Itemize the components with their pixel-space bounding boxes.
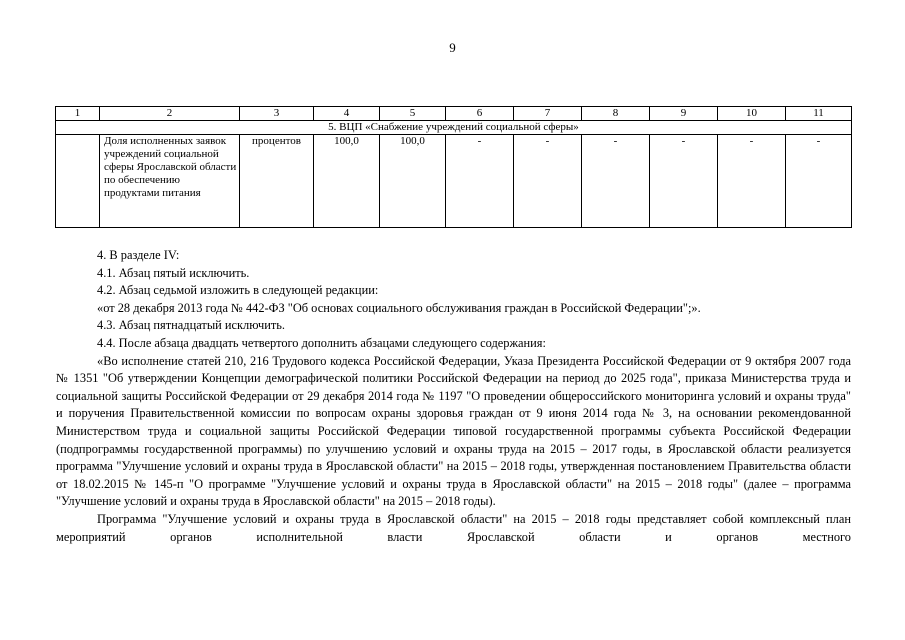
- column-number: 1: [56, 107, 100, 121]
- paragraph-item: 4.3. Абзац пятнадцатый исключить.: [97, 318, 286, 333]
- unit-cell: процентов: [240, 135, 314, 228]
- column-number: 11: [786, 107, 852, 121]
- column-number: 4: [314, 107, 380, 121]
- value-cell: 100,0: [380, 135, 446, 228]
- paragraph-quote: «от 28 декабря 2013 года № 442-ФЗ "Об основах социального обслуживания граждан в Российской Федерации";».: [97, 300, 701, 315]
- table-section-row: [56, 121, 852, 135]
- column-number: 7: [514, 107, 582, 121]
- indicator-name-cell: Доля исполненных заявок учреждений социальной сферы Ярославской области по обеспечению продуктами питания: [100, 135, 240, 228]
- column-number: 9: [650, 107, 718, 121]
- column-number: 5: [380, 107, 446, 121]
- paragraph-item: 4.1. Абзац пятый исключить.: [97, 265, 250, 280]
- indicators-table: [55, 106, 852, 228]
- value-cell: -: [650, 135, 718, 228]
- value-cell: -: [582, 135, 650, 228]
- table-header-row: [56, 107, 852, 121]
- column-number: 3: [240, 107, 314, 121]
- value-cell: 100,0: [314, 135, 380, 228]
- value-cell: -: [514, 135, 582, 228]
- document-body: [56, 247, 851, 546]
- paragraph-section-heading: 4. В разделе IV:: [97, 248, 180, 262]
- paragraph-item: 4.4. После абзаца двадцать четвертого дополнить абзацами следующего содержания:: [97, 335, 546, 350]
- row-number-cell: [56, 135, 100, 228]
- column-number: 10: [718, 107, 786, 121]
- column-number: 8: [582, 107, 650, 121]
- section-title: 5. ВЦП «Снабжение учреждений социальной сферы»: [56, 121, 852, 135]
- table-row: [56, 135, 852, 228]
- value-cell: -: [718, 135, 786, 228]
- value-cell: -: [786, 135, 852, 228]
- paragraph-item: 4.2. Абзац седьмой изложить в следующей редакции:: [97, 283, 379, 298]
- column-number: 2: [100, 107, 240, 121]
- column-number: 6: [446, 107, 514, 121]
- value-cell: -: [446, 135, 514, 228]
- page-number: 9: [449, 40, 456, 55]
- paragraph-inserted-text: «Во исполнение статей 210, 216 Трудового кодекса Российской Федерации, Указа Президента Российской Федерации от 9 октября 2007 года № 1351 "Об утверждении Концепции демографической политики Российской Федерации на период до 2025 года", приказа Министерства труда и социальной защиты Российской Федерации от 29 декабря 2014 года № 1197 "О проведении общероссийского мониторинга условий и охраны труда" и поручения Правительственной комиссии по вопросам охраны здоровья граждан от 9 июня 2014 года № 3, на основании рекомендованной Министерством труда и социальной защиты Российской Федерации типовой государственной программы субъекта Российской Федерации (подпрограммы государственной программы) по улучшению условий и охраны труда на 2015 – 2017 годы, в Ярославской области реализуется программа "Улучшение условий и охраны труда в Ярославской области" на 2015 – 2018 годы, утвержденная постановлением Правительства области от 18.02.2015 № 145-п "О программе "Улучшение условий и охраны труда в Ярославской области" на 2015 – 2018 годы" (далее – программа "Улучшение условий и охраны труда в Ярославской области" на 2015 – 2018 годы).: [56, 353, 851, 509]
- paragraph-program-description: Программа "Улучшение условий и охраны труда в Ярославской области" на 2015 – 2018 годы представляет собой комплексный план мероприятий органов исполнительной власти Ярославской области и органов местного: [56, 511, 851, 544]
